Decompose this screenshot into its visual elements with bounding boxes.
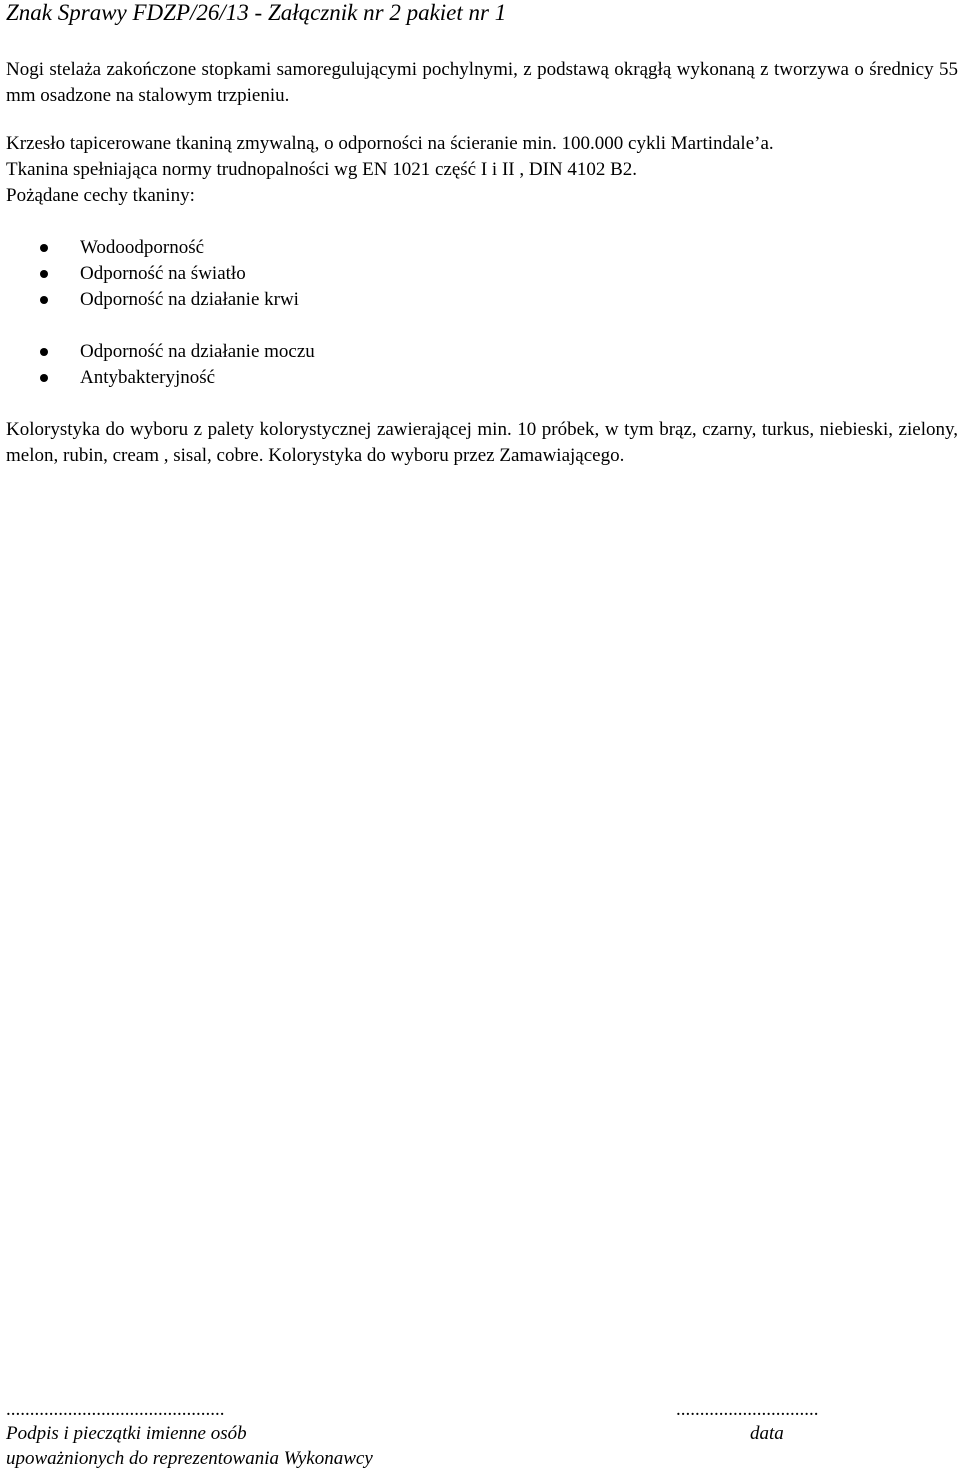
desired-features-intro: Pożądane cechy tkaniny: [6,185,195,206]
signer-label-line-1: Podpis i pieczątki imienne osób [6,1423,247,1444]
upholstery-line-2: Tkanina spełniająca normy trudnopalności wg EN 1021 część I i II , DIN 4102 B2. [6,159,638,180]
feature-label: Antybakteryjność [80,367,216,388]
bullet-icon [40,348,48,356]
signature-dots-left: .............................................. [6,1399,225,1420]
list-item [0,365,960,391]
date-label: data [750,1423,784,1444]
list-item [0,235,960,261]
bullet-icon [40,270,48,278]
feature-label: Odporność na działanie moczu [80,341,315,362]
list-item [0,261,960,287]
color-options-description: Kolorystyka do wyboru z palety kolorystycznej zawierającej min. 10 próbek, w tym brąz, czarny, turkus, niebieski, zielony, melon, rubin, cream , sisal, cobre. Kolorystyka do wyboru przez Zamawiającego. [6,419,958,466]
signer-label-line-2: upoważnionych do reprezentowania Wykonawcy [6,1448,373,1469]
feature-list-1 [0,235,960,313]
bullet-icon [40,244,48,252]
feature-list-2 [0,339,960,391]
bullet-icon [40,296,48,304]
feature-label: Odporność na światło [80,263,246,284]
bullet-icon [40,374,48,382]
upholstery-description [6,131,958,209]
upholstery-line-1: Krzesło tapicerowane tkaniną zmywalną, o odporności na ścieranie min. 100.000 cykli Martindale’a. [6,133,774,154]
list-item [0,287,960,313]
feature-label: Odporność na działanie krwi [80,289,299,310]
signature-dots-right: .............................. [676,1399,819,1420]
document-header: Znak Sprawy FDZP/26/13 - Załącznik nr 2 pakiet nr 1 [6,0,507,25]
feature-label: Wodoodporność [80,237,205,258]
list-item [0,339,960,365]
legs-description: Nogi stelaża zakończone stopkami samoregulującymi pochylnymi, z podstawą okrągłą wykonaną z tworzywa o średnicy 55 mm osadzone na stalowym trzpieniu. [6,59,958,106]
